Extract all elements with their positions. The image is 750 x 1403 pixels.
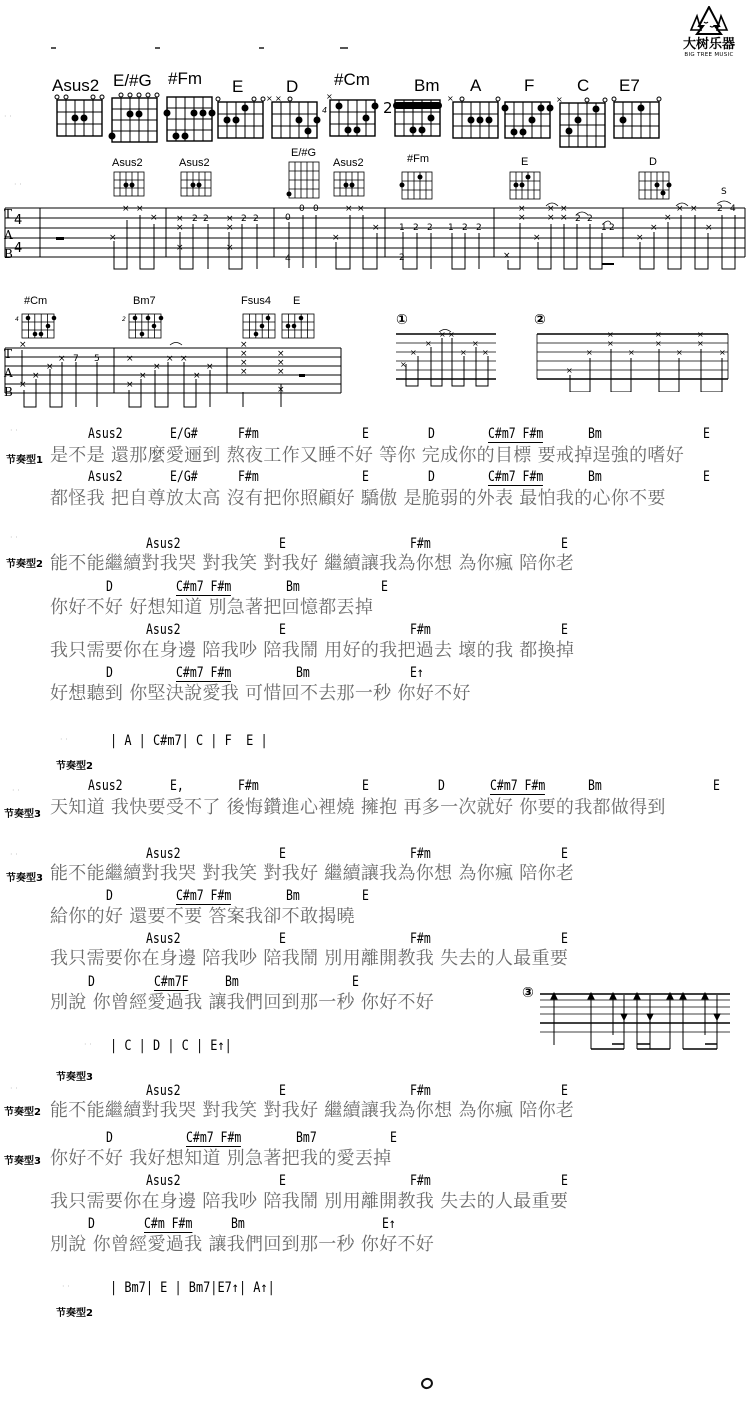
svg-text:×: × bbox=[533, 233, 541, 243]
svg-text:A: A bbox=[4, 228, 13, 242]
faint-label: · · bbox=[10, 426, 18, 435]
tab-chord-name: Bm7 bbox=[133, 295, 156, 307]
rhythm-type-label: 节奏型2 bbox=[4, 1107, 41, 1118]
tab-chord-name: E bbox=[521, 156, 529, 168]
strum-pattern-1 bbox=[396, 312, 502, 392]
chord-name: C bbox=[577, 76, 590, 95]
tab-chord-name: D bbox=[649, 156, 657, 168]
chord-label: Bm bbox=[286, 888, 300, 904]
chord-label: C#m7 F#m bbox=[176, 579, 232, 595]
faint-label: · · bbox=[12, 786, 20, 795]
svg-text:×: × bbox=[697, 330, 704, 339]
chord-label: F#m bbox=[410, 846, 431, 862]
chord-label: E bbox=[561, 1173, 568, 1189]
fret-number: 2 bbox=[383, 99, 393, 117]
chord-label: C#m7 F#m bbox=[488, 469, 544, 485]
pattern-staff-icon bbox=[534, 312, 744, 392]
pattern-staff-icon bbox=[396, 312, 502, 392]
svg-text:×: × bbox=[139, 371, 147, 381]
svg-text:T: T bbox=[4, 207, 13, 221]
svg-text:×: × bbox=[448, 330, 455, 339]
svg-text:×: × bbox=[122, 204, 130, 214]
chord-label: E bbox=[561, 846, 568, 862]
chord-chart bbox=[0, 70, 680, 150]
tree-logo-icon bbox=[689, 6, 729, 38]
chord-label: F#m bbox=[238, 469, 259, 485]
faint-label: · · bbox=[10, 533, 18, 542]
svg-text:×: × bbox=[676, 204, 684, 214]
svg-text:×: × bbox=[109, 233, 117, 243]
svg-text:×: × bbox=[607, 330, 614, 339]
svg-text:×: × bbox=[410, 348, 417, 357]
chord-label: Bm7 bbox=[296, 1130, 317, 1146]
chord-label: E bbox=[279, 622, 286, 638]
svg-text:0: 0 bbox=[299, 204, 305, 214]
svg-text:×: × bbox=[176, 243, 184, 253]
tab-chord-name: Asus2 bbox=[179, 157, 210, 169]
chord-label: Bm bbox=[231, 1216, 245, 1232]
chord-name: Bm bbox=[414, 76, 440, 95]
svg-text:×: × bbox=[607, 339, 614, 348]
rhythm-type-label: 节奏型3 bbox=[56, 1072, 93, 1083]
chord-label: E bbox=[279, 1083, 286, 1099]
outro-bars bbox=[0, 1272, 400, 1322]
svg-text:T: T bbox=[4, 347, 13, 361]
lyric-line: 好想聽到 你堅決說愛我 可惜回不去那一秒 你好不好 bbox=[50, 683, 471, 704]
lyric-line: 我只需要你在身邊 陪我吵 陪我鬧 別用離開教我 失去的人最重要 bbox=[50, 1191, 569, 1212]
chorus-section-3 bbox=[0, 1080, 750, 1130]
svg-text:×: × bbox=[126, 354, 134, 364]
svg-text:1: 1 bbox=[399, 223, 405, 233]
chord-label: Asus2 bbox=[146, 846, 181, 862]
svg-text:4: 4 bbox=[14, 213, 23, 228]
chord-label: Asus2 bbox=[146, 931, 181, 947]
chord-label: E bbox=[390, 1130, 397, 1146]
chord-label: F#m bbox=[410, 622, 431, 638]
lyric-line: 都怪我 把自尊放太高 沒有把你照顧好 驕傲 是脆弱的外表 最怕我的心你不要 bbox=[50, 488, 666, 509]
svg-text:×: × bbox=[447, 94, 454, 103]
svg-text:2: 2 bbox=[253, 214, 259, 224]
chord-label: Bm bbox=[588, 469, 602, 485]
mark-dash bbox=[340, 47, 348, 49]
lyric-line: 是不是 還那麼愛逦到 熬夜工作又睡不好 等你 完成你的目標 要戒掉逞強的嗜好 bbox=[50, 445, 685, 466]
chord-label: E↑ bbox=[410, 665, 424, 681]
svg-text:×: × bbox=[326, 92, 333, 101]
strum-pattern-3 bbox=[520, 980, 750, 1050]
svg-text:0: 0 bbox=[285, 213, 291, 223]
chord-label: D bbox=[428, 469, 435, 485]
svg-text:2: 2 bbox=[587, 214, 593, 224]
verse-section-1 bbox=[0, 420, 750, 520]
logo-cn-text: 大树乐器 bbox=[682, 37, 735, 52]
svg-text:×: × bbox=[176, 214, 184, 224]
svg-text:×: × bbox=[556, 95, 563, 104]
tab-staff-icon bbox=[0, 290, 350, 410]
chord-label: E, bbox=[170, 778, 184, 794]
brand-logo bbox=[672, 6, 746, 68]
svg-text:×: × bbox=[697, 339, 704, 348]
svg-text:×: × bbox=[206, 362, 214, 372]
svg-text:×: × bbox=[676, 348, 683, 357]
chord-label: F#m bbox=[238, 426, 259, 442]
chord-label: Bm bbox=[588, 426, 602, 442]
svg-text:×: × bbox=[566, 366, 573, 375]
rhythm-type-label: 节奏型1 bbox=[6, 455, 43, 466]
svg-text:2: 2 bbox=[122, 316, 126, 323]
chord-name: Asus2 bbox=[52, 76, 100, 95]
svg-text:4: 4 bbox=[14, 241, 23, 256]
svg-text:×: × bbox=[560, 213, 568, 223]
svg-text:7: 7 bbox=[73, 354, 79, 364]
bar-sequence: | C | D | C | E↑| bbox=[110, 1038, 232, 1054]
svg-text:2: 2 bbox=[462, 223, 468, 233]
chord-name: F bbox=[524, 76, 535, 95]
chord-diagrams-icon bbox=[0, 70, 680, 150]
chord-label: E bbox=[703, 469, 710, 485]
tab-chord-name: Asus2 bbox=[333, 157, 364, 169]
chord-label: Asus2 bbox=[146, 1083, 181, 1099]
ink-mark bbox=[419, 1376, 434, 1390]
svg-text:×: × bbox=[655, 339, 662, 348]
pattern-number: ③ bbox=[522, 985, 534, 1001]
lyric-line: 能不能繼續對我哭 對我笑 對我好 繼續讓我為你想 為你瘋 陪你老 bbox=[50, 863, 575, 884]
chord-label: D bbox=[106, 888, 113, 904]
svg-text:×: × bbox=[240, 367, 248, 377]
chord-label: Bm bbox=[296, 665, 310, 681]
svg-text:×: × bbox=[226, 243, 234, 253]
faint-label: · · bbox=[14, 180, 22, 189]
svg-text:2: 2 bbox=[476, 223, 482, 233]
svg-text:2: 2 bbox=[575, 214, 581, 224]
chord-label: Asus2 bbox=[88, 778, 123, 794]
lyric-line: 能不能繼續對我哭 對我笑 對我好 繼續讓我為你想 為你瘋 陪你老 bbox=[50, 1100, 575, 1121]
svg-text:A: A bbox=[4, 366, 13, 380]
svg-text:×: × bbox=[19, 380, 27, 390]
tab-chord-name: E/#G bbox=[291, 147, 317, 159]
chord-label: D bbox=[88, 1216, 95, 1232]
svg-text:2: 2 bbox=[413, 223, 419, 233]
pattern-staff-icon bbox=[520, 980, 750, 1050]
svg-text:×: × bbox=[277, 385, 285, 395]
svg-text:×: × bbox=[482, 348, 489, 357]
chord-label: D bbox=[106, 579, 113, 595]
rhythm-type-label: 节奏型2 bbox=[56, 1308, 93, 1319]
lyric-line: 能不能繼續對我哭 對我笑 對我好 繼續讓我為你想 為你瘋 陪你老 bbox=[50, 553, 575, 574]
interlude-bars-1 bbox=[0, 725, 400, 770]
svg-text:×: × bbox=[240, 358, 248, 368]
svg-text:×: × bbox=[636, 233, 644, 243]
svg-text:1: 1 bbox=[601, 223, 607, 233]
svg-text:×: × bbox=[425, 339, 432, 348]
svg-text:×: × bbox=[560, 204, 568, 214]
chord-label: E bbox=[279, 931, 286, 947]
lyric-line: 你好不好 我好想知道 別急著把我的愛丟掉 bbox=[50, 1148, 392, 1169]
chord-label: D bbox=[428, 426, 435, 442]
tab-chord-name: Asus2 bbox=[112, 157, 143, 169]
faint-label: · · bbox=[62, 1282, 70, 1291]
svg-text:×: × bbox=[472, 339, 479, 348]
svg-text:×: × bbox=[705, 223, 713, 233]
tab-chord-name: #Fm bbox=[407, 153, 429, 165]
chorus-section-2 bbox=[0, 842, 575, 1022]
svg-text:2: 2 bbox=[203, 214, 209, 224]
svg-text:1: 1 bbox=[448, 223, 454, 233]
svg-text:×: × bbox=[547, 204, 555, 214]
intro-tab-row-1 bbox=[0, 140, 750, 275]
chord-label: C#m7 F#m bbox=[488, 426, 544, 442]
chord-label: Bm bbox=[225, 974, 239, 990]
chord-name: E7 bbox=[619, 76, 640, 95]
svg-text:×: × bbox=[277, 358, 285, 368]
svg-text:4: 4 bbox=[285, 254, 291, 264]
faint-label: · · bbox=[10, 1084, 18, 1093]
lyric-line: 我只需要你在身邊 陪我吵 陪我鬧 用好的我把過去 壞的我 都換掉 bbox=[50, 640, 575, 661]
chord-label: C#m7F bbox=[154, 974, 189, 990]
chord-label: D bbox=[438, 778, 445, 794]
chord-label: F#m bbox=[410, 536, 431, 552]
svg-text:0: 0 bbox=[313, 204, 319, 214]
chord-label: Bm bbox=[286, 579, 300, 595]
chord-label: F#m bbox=[410, 1083, 431, 1099]
chord-label: E bbox=[362, 888, 369, 904]
chord-label: E bbox=[561, 622, 568, 638]
chord-name: E bbox=[232, 77, 244, 96]
svg-text:4: 4 bbox=[15, 316, 19, 323]
svg-text:×: × bbox=[586, 348, 593, 357]
logo-en-text: BIG TREE MUSIC bbox=[684, 52, 734, 58]
chord-name: #Fm bbox=[168, 69, 202, 88]
svg-text:2: 2 bbox=[717, 204, 723, 214]
chorus-section-4 bbox=[0, 1125, 750, 1265]
chord-label: E/G# bbox=[170, 426, 198, 442]
chord-label: Asus2 bbox=[88, 469, 123, 485]
bar-sequence: | A | C#m7| C | F E | bbox=[110, 733, 268, 749]
chord-label: F#m bbox=[238, 778, 259, 794]
chord-label: F#m bbox=[410, 931, 431, 947]
strum-pattern-2 bbox=[534, 312, 744, 392]
svg-text:×: × bbox=[32, 371, 40, 381]
svg-text:×: × bbox=[628, 348, 635, 357]
chord-label: E bbox=[703, 426, 710, 442]
chord-label: C#m7 F#m bbox=[176, 665, 232, 681]
svg-text:×: × bbox=[277, 367, 285, 377]
svg-text:×: × bbox=[547, 213, 555, 223]
chord-label: D bbox=[106, 665, 113, 681]
svg-text:×: × bbox=[240, 349, 248, 359]
svg-text:×: × bbox=[153, 362, 161, 372]
svg-text:×: × bbox=[58, 354, 66, 364]
svg-text:×: × bbox=[357, 204, 365, 214]
svg-text:×: × bbox=[226, 223, 234, 233]
chord-label: E bbox=[279, 1173, 286, 1189]
chord-label: E bbox=[362, 426, 369, 442]
svg-text:2: 2 bbox=[192, 214, 198, 224]
rhythm-type-label: 节奏型2 bbox=[56, 761, 93, 772]
faint-label: · · bbox=[84, 1040, 92, 1049]
chord-label: E bbox=[279, 536, 286, 552]
lyric-line: 我只需要你在身邊 陪我吵 陪我鬧 別用離開教我 失去的人最重要 bbox=[50, 948, 569, 969]
svg-text:×: × bbox=[719, 348, 726, 357]
tab-chord-name: Fsus4 bbox=[241, 295, 271, 307]
svg-text:2: 2 bbox=[609, 223, 615, 233]
faint-label: · · bbox=[10, 850, 18, 859]
svg-text:B: B bbox=[4, 385, 13, 399]
chord-label: Bm bbox=[588, 778, 602, 794]
svg-text:×: × bbox=[46, 362, 54, 372]
svg-text:B: B bbox=[4, 247, 13, 261]
chord-label: Asus2 bbox=[146, 1173, 181, 1189]
lyric-line: 別說 你曾經愛過我 讓我們回到那一秒 你好不好 bbox=[50, 1234, 435, 1255]
svg-text:×: × bbox=[400, 360, 407, 369]
chord-label: E bbox=[362, 778, 369, 794]
chord-name: A bbox=[470, 76, 482, 95]
svg-text:×: × bbox=[664, 213, 672, 223]
rhythm-type-label: 节奏型3 bbox=[4, 809, 41, 820]
svg-text:×: × bbox=[655, 330, 662, 339]
svg-text:×: × bbox=[240, 340, 248, 350]
svg-text:×: × bbox=[150, 213, 158, 223]
svg-text:×: × bbox=[166, 354, 174, 364]
chord-name: D bbox=[286, 77, 299, 96]
chord-label: Asus2 bbox=[88, 426, 123, 442]
svg-text:5: 5 bbox=[94, 354, 100, 364]
chord-label: F#m bbox=[410, 1173, 431, 1189]
svg-text:×: × bbox=[193, 371, 201, 381]
chord-label: E bbox=[352, 974, 359, 990]
svg-text:×: × bbox=[332, 233, 340, 243]
svg-text:×: × bbox=[275, 94, 282, 103]
lyric-line: 別說 你曾經愛過我 讓我們回到那一秒 你好不好 bbox=[50, 992, 435, 1013]
svg-text:×: × bbox=[226, 214, 234, 224]
chord-label: E bbox=[561, 536, 568, 552]
fret-number: 4 bbox=[322, 106, 328, 115]
chord-label: Asus2 bbox=[146, 536, 181, 552]
svg-text:×: × bbox=[176, 223, 184, 233]
chord-label: C#m7 F#m bbox=[186, 1130, 242, 1146]
chord-label: C#m7 F#m bbox=[490, 778, 546, 794]
lyric-line: 給你的好 還要不要 答案我卻不敢揭曉 bbox=[50, 906, 355, 927]
mark-dash bbox=[51, 47, 56, 49]
svg-text:×: × bbox=[503, 251, 511, 261]
rhythm-type-label: 节奏型3 bbox=[6, 873, 43, 884]
bar-sequence: | Bm7| E | Bm7|E7↑| A↑| bbox=[110, 1280, 275, 1296]
tab-staff-icon bbox=[0, 140, 750, 275]
chord-label: E bbox=[561, 1083, 568, 1099]
intro-tab-row-2 bbox=[0, 290, 350, 410]
lyric-line: 你好不好 好想知道 別急著把回憶都丟掉 bbox=[50, 597, 374, 618]
lyric-line: 天知道 我快要受不了 後悔鑽進心裡燒 擁抱 再多一次就好 你要的我都做得到 bbox=[50, 797, 666, 818]
svg-text:×: × bbox=[518, 213, 526, 223]
chord-label: C#m7 F#m bbox=[176, 888, 232, 904]
chord-label: E bbox=[279, 846, 286, 862]
faint-label: · · bbox=[60, 735, 68, 744]
chord-label: E↑ bbox=[382, 1216, 396, 1232]
slide-mark: S bbox=[721, 187, 727, 197]
svg-text:×: × bbox=[180, 354, 188, 364]
chord-name: E/#G bbox=[113, 71, 152, 90]
svg-text:×: × bbox=[650, 223, 658, 233]
pattern-number: ① bbox=[396, 312, 408, 328]
pattern-number: ② bbox=[534, 312, 546, 328]
svg-text:×: × bbox=[136, 204, 144, 214]
chord-label: C#m F#m bbox=[144, 1216, 193, 1232]
chord-label: D bbox=[106, 1130, 113, 1146]
svg-text:4: 4 bbox=[730, 204, 736, 214]
chord-label: D bbox=[88, 974, 95, 990]
chord-name: #Cm bbox=[334, 70, 370, 89]
bridge-section bbox=[0, 772, 750, 832]
svg-text:×: × bbox=[277, 349, 285, 359]
svg-text:2: 2 bbox=[241, 214, 247, 224]
svg-text:×: × bbox=[372, 223, 380, 233]
rhythm-type-label: 节奏型2 bbox=[6, 559, 43, 570]
chord-label: E/G# bbox=[170, 469, 198, 485]
chord-label: E bbox=[362, 469, 369, 485]
chord-label: E bbox=[561, 931, 568, 947]
rhythm-type-label: 节奏型3 bbox=[4, 1156, 41, 1167]
svg-text:×: × bbox=[439, 330, 446, 339]
svg-text:×: × bbox=[345, 204, 353, 214]
svg-text:×: × bbox=[126, 380, 134, 390]
tab-chord-name: E bbox=[293, 295, 301, 307]
svg-text:×: × bbox=[460, 348, 467, 357]
svg-text:×: × bbox=[19, 340, 27, 350]
chord-label: E bbox=[713, 778, 720, 794]
svg-text:×: × bbox=[518, 204, 526, 214]
interlude-bars-2 bbox=[0, 1030, 400, 1083]
tab-chord-name: #Cm bbox=[24, 295, 48, 307]
chord-label: E bbox=[381, 579, 388, 595]
chord-label: Asus2 bbox=[146, 622, 181, 638]
mark-dash bbox=[259, 47, 264, 49]
mark-dash bbox=[155, 47, 160, 49]
chorus-section-1 bbox=[0, 525, 750, 715]
svg-text:×: × bbox=[690, 204, 698, 214]
faint-label: · · bbox=[4, 112, 12, 121]
svg-text:×: × bbox=[266, 94, 273, 103]
svg-text:2: 2 bbox=[427, 223, 433, 233]
svg-text:2: 2 bbox=[399, 253, 405, 263]
